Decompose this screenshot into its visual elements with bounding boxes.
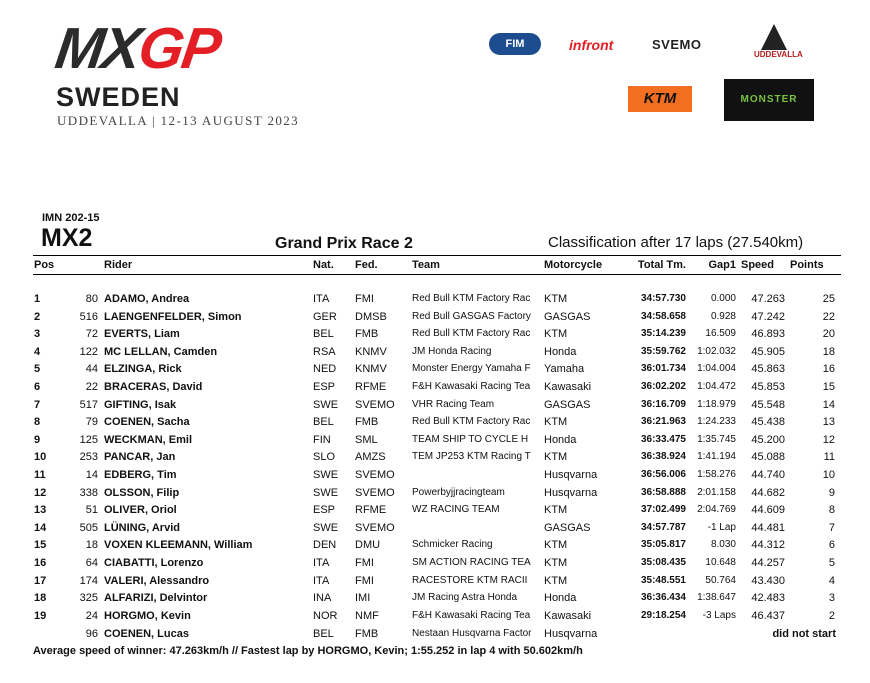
rider-motorcycle: KTM (544, 416, 568, 429)
monster-logo: MONSTER (724, 79, 814, 121)
rider-fed: KNMV (355, 345, 387, 358)
rider-fed: NMF (355, 609, 379, 622)
rider-name: PANCAR, Jan (104, 451, 176, 464)
total-time: 34:58.658 (640, 310, 686, 322)
svemo-logo: SVEMO (652, 37, 702, 52)
rider-nat: ITA (313, 557, 330, 569)
rider-team: VHR Racing Team (412, 398, 495, 410)
race-title: Grand Prix Race 2 (275, 235, 413, 252)
gap-to-leader: 1:18.979 (697, 398, 736, 410)
rider-name: COENEN, Lucas (104, 628, 189, 640)
rider-position: 10 (34, 451, 47, 464)
rider-number: 51 (85, 504, 98, 517)
points: 20 (822, 328, 835, 341)
rider-team: F&H Kawasaki Racing Tea (412, 381, 531, 392)
avg-speed: 44.682 (751, 486, 785, 499)
rider-fed: IMI (355, 592, 371, 605)
total-time: 35:48.551 (640, 574, 686, 586)
rider-position: 19 (34, 609, 47, 622)
rider-position: 9 (34, 433, 41, 446)
rider-team: Nestaan Husqvarna Factor (412, 628, 532, 639)
fim-logo: FIM (489, 33, 541, 55)
col-gap: Gap1 (708, 259, 736, 271)
total-time: 35:14.239 (640, 328, 686, 340)
rider-motorcycle: KTM (544, 557, 568, 569)
rider-position: 1 (34, 293, 41, 305)
rider-motorcycle: KTM (544, 293, 568, 305)
rider-motorcycle: Kawasaki (544, 609, 592, 622)
rider-nat: BEL (313, 628, 334, 640)
points: 11 (823, 451, 835, 464)
points: 15 (822, 381, 835, 393)
rider-team: Monster Energy Yamaha F (412, 363, 531, 375)
rider-fed: SVEMO (355, 521, 395, 534)
rider-fed: SVEMO (355, 398, 395, 411)
rider-position: 12 (34, 486, 47, 499)
gap-to-leader: 1:02.032 (697, 345, 736, 357)
rider-number: 22 (85, 381, 98, 393)
rider-number: 18 (85, 539, 98, 552)
rider-position: 8 (34, 416, 41, 429)
rider-fed: RFME (355, 381, 387, 393)
gap-to-leader: 1:41.194 (697, 451, 736, 463)
rider-number: 79 (85, 416, 98, 429)
gap-to-leader: 1:04.004 (697, 363, 736, 375)
rider-team: Red Bull KTM Factory Rac (412, 416, 531, 428)
rider-team: TEAM SHIP TO CYCLE H (412, 433, 529, 445)
rider-position: 15 (34, 539, 47, 552)
rider-number: 14 (85, 469, 98, 481)
rider-nat: GER (313, 310, 337, 323)
total-time: 29:18.254 (640, 609, 686, 621)
total-time: 34:57.730 (640, 293, 686, 304)
classification-info: Classification after 17 laps (27.540km) (548, 234, 804, 251)
total-time: 36:16.709 (640, 398, 686, 410)
rider-fed: AMZS (355, 451, 386, 464)
avg-speed: 42.483 (751, 592, 785, 605)
rider-nat: ITA (313, 574, 330, 587)
col-team: Team (412, 259, 440, 271)
gap-to-leader: 8.030 (710, 539, 736, 551)
rider-name: CIABATTI, Lorenzo (104, 557, 204, 569)
rider-motorcycle: GASGAS (544, 398, 591, 411)
rider-number: 44 (85, 363, 98, 376)
imn-code: IMN 202-15 (42, 212, 100, 224)
total-time: 35:59.762 (640, 345, 686, 357)
avg-speed: 47.242 (751, 310, 785, 323)
points: 9 (828, 486, 835, 499)
rider-position: 11 (34, 469, 46, 481)
rider-number: 516 (79, 310, 98, 323)
rider-fed: FMI (355, 574, 374, 587)
rider-motorcycle: KTM (544, 539, 568, 552)
points: 25 (822, 293, 835, 305)
rider-number: 505 (79, 521, 98, 534)
points: 13 (822, 416, 835, 429)
rider-team: TEM JP253 KTM Racing T (412, 451, 531, 463)
rider-fed: DMU (355, 539, 381, 552)
rider-number: 517 (79, 398, 98, 411)
gap-to-leader: -3 Laps (702, 609, 736, 621)
rider-position: 18 (34, 592, 47, 605)
rider-team: JM Racing Astra Honda (412, 592, 518, 604)
rider-number: 253 (79, 451, 98, 464)
total-time: 34:57.787 (640, 521, 686, 533)
points: 10 (822, 469, 835, 481)
rider-number: 325 (79, 592, 98, 605)
rider-position: 5 (34, 363, 41, 376)
rider-team: F&H Kawasaki Racing Tea (412, 609, 531, 621)
rider-fed: FMB (355, 328, 379, 341)
rider-name: ADAMO, Andrea (104, 293, 190, 305)
rider-motorcycle: Husqvarna (544, 469, 598, 481)
rider-team: Schmicker Racing (412, 539, 493, 551)
rider-name: MC LELLAN, Camden (104, 345, 218, 358)
avg-speed: 45.088 (751, 451, 785, 464)
rider-nat: SWE (313, 486, 339, 499)
rider-nat: ESP (313, 504, 336, 517)
avg-speed: 44.481 (751, 521, 785, 534)
rider-motorcycle: KTM (544, 504, 568, 517)
rider-number: 96 (85, 628, 98, 640)
rider-nat: ITA (313, 293, 330, 305)
rider-number: 338 (79, 486, 98, 499)
rider-nat: FIN (313, 433, 331, 446)
rider-nat: ESP (313, 381, 336, 393)
event-venue-date: UDDEVALLA | 12-13 AUGUST 2023 (57, 113, 300, 128)
rider-team: SM ACTION RACING TEA (412, 557, 531, 568)
rider-name: ALFARIZI, Delvintor (104, 592, 208, 605)
rider-name: WECKMAN, Emil (104, 433, 192, 446)
rider-nat: NOR (313, 609, 338, 622)
rider-nat: BEL (313, 416, 334, 429)
rider-number: 174 (79, 574, 98, 587)
points: 8 (828, 504, 835, 517)
rider-fed: SVEMO (355, 469, 395, 481)
gap-to-leader: 2:01.158 (697, 486, 736, 498)
rider-motorcycle: Honda (544, 345, 577, 358)
points: 2 (828, 609, 835, 622)
rider-position: 16 (34, 557, 47, 569)
col-nat: Nat. (313, 259, 334, 271)
points: 16 (822, 363, 835, 376)
rider-fed: KNMV (355, 363, 387, 376)
mxgp-logo: MXGP (51, 16, 224, 81)
rider-position: 17 (34, 574, 47, 587)
rider-position: 14 (34, 521, 47, 534)
event-country: SWEDEN (56, 82, 181, 112)
rider-team: Red Bull GASGAS Factory (412, 310, 531, 322)
avg-speed: 46.437 (751, 609, 785, 622)
rider-team: Red Bull KTM Factory Rac (412, 328, 531, 340)
points: 14 (822, 398, 835, 411)
rider-team: WZ RACING TEAM (412, 504, 500, 516)
col-speed: Speed (741, 259, 775, 271)
avg-speed: 45.863 (751, 363, 785, 376)
rider-fed: SML (355, 433, 378, 446)
gap-to-leader: 1:04.472 (697, 381, 736, 392)
rider-motorcycle: Honda (544, 592, 577, 605)
avg-speed: 44.312 (751, 539, 785, 552)
rider-name: OLSSON, Filip (104, 486, 180, 499)
rider-motorcycle: GASGAS (544, 521, 591, 534)
avg-speed: 47.263 (751, 293, 785, 305)
avg-speed: 46.893 (751, 328, 785, 341)
rider-nat: DEN (313, 539, 337, 552)
rider-nat: RSA (313, 345, 336, 358)
rider-nat: INA (313, 592, 332, 605)
rider-number: 24 (85, 609, 98, 622)
rider-fed: FMB (355, 416, 379, 429)
rider-name: ELZINGA, Rick (104, 363, 182, 376)
gap-to-leader: 1:58.276 (697, 469, 736, 480)
rider-position: 4 (34, 345, 41, 358)
uddevalla-logo (754, 24, 803, 64)
col-pos: Pos (34, 259, 55, 271)
gap-to-leader: 1:24.233 (697, 416, 736, 428)
rider-team: JM Honda Racing (412, 345, 492, 357)
rider-name: LÜNING, Arvid (104, 521, 180, 534)
avg-speed: 45.548 (751, 398, 785, 411)
avg-speed: 43.430 (751, 574, 785, 587)
total-time: 37:02.499 (640, 504, 686, 516)
points: 7 (828, 521, 835, 534)
avg-speed: 44.257 (751, 557, 785, 569)
rider-motorcycle: KTM (544, 328, 568, 341)
rider-team: RACESTORE KTM RACII (412, 574, 528, 586)
avg-speed: 45.853 (751, 381, 785, 393)
col-points: Points (790, 259, 824, 271)
rider-team: Powerbyjjracingteam (412, 486, 505, 498)
rider-number: 125 (79, 433, 98, 446)
rider-nat: SWE (313, 521, 339, 534)
class-title: MX2 (41, 224, 93, 252)
rider-name: LAENGENFELDER, Simon (104, 310, 242, 323)
gap-to-leader: 1:38.647 (697, 592, 736, 604)
rider-motorcycle: Kawasaki (544, 381, 592, 393)
gap-to-leader: 2:04.769 (697, 504, 736, 516)
rider-team: Red Bull KTM Factory Rac (412, 293, 531, 304)
total-time: 36:33.475 (640, 433, 686, 445)
gap-to-leader: 0.000 (710, 293, 736, 304)
total-time: 36:01.734 (640, 363, 686, 375)
rider-nat: NED (313, 363, 337, 376)
rider-number: 64 (85, 557, 98, 569)
gap-to-leader: -1 Lap (707, 521, 736, 533)
rider-fed: FMI (355, 557, 374, 569)
race-footer-summary: Average speed of winner: 47.263km/h // Fastest lap by HORGMO, Kevin; 1:55.252 in lap 4 with 50.602km/h (33, 645, 583, 657)
rider-fed: SVEMO (355, 486, 395, 499)
total-time: 36:38.924 (640, 451, 686, 463)
uddevalla-emblem-icon (761, 24, 787, 50)
rider-name: VOXEN KLEEMANN, William (104, 539, 253, 552)
rider-motorcycle: KTM (544, 574, 568, 587)
dns-status: did not start (772, 628, 836, 640)
rider-number: 122 (79, 345, 98, 358)
rider-name: OLIVER, Oriol (104, 504, 177, 517)
col-motorcycle: Motorcycle (544, 259, 603, 271)
rider-number: 72 (85, 328, 98, 341)
avg-speed: 45.438 (751, 416, 785, 429)
rider-fed: RFME (355, 504, 387, 517)
rider-name: COENEN, Sacha (104, 416, 190, 429)
rider-nat: BEL (313, 328, 334, 341)
rider-fed: DMSB (355, 310, 387, 323)
rider-motorcycle: Husqvarna (544, 486, 598, 499)
rider-name: HORGMO, Kevin (104, 609, 191, 622)
rider-fed: FMB (355, 628, 379, 640)
rider-nat: SWE (313, 398, 339, 411)
gap-to-leader: 10.648 (705, 557, 736, 568)
rider-motorcycle: GASGAS (544, 310, 591, 323)
col-total-time: Total Tm. (637, 259, 686, 271)
gap-to-leader: 0.928 (710, 310, 736, 322)
col-rider: Rider (104, 259, 133, 271)
points: 5 (828, 557, 835, 569)
avg-speed: 45.200 (751, 433, 785, 446)
avg-speed: 44.740 (751, 469, 785, 481)
total-time: 36:21.963 (640, 416, 686, 428)
rider-motorcycle: Husqvarna (544, 628, 598, 640)
uddevalla-logo-text: UDDEVALLA (754, 50, 803, 59)
total-time: 36:02.202 (640, 381, 686, 392)
rider-position: 13 (34, 504, 47, 517)
infront-logo: infront (569, 37, 614, 53)
points: 6 (828, 539, 835, 552)
rider-position: 2 (34, 310, 41, 323)
rider-number: 80 (85, 293, 98, 305)
total-time: 36:36.434 (640, 592, 686, 604)
points: 18 (822, 345, 835, 358)
points: 22 (822, 310, 835, 323)
rider-motorcycle: KTM (544, 451, 568, 464)
gap-to-leader: 50.764 (705, 574, 736, 586)
total-time: 36:58.888 (640, 486, 686, 498)
rider-motorcycle: Yamaha (544, 363, 585, 376)
rider-name: VALERI, Alessandro (104, 574, 210, 587)
rider-name: EVERTS, Liam (104, 328, 180, 341)
rider-motorcycle: Honda (544, 433, 577, 446)
rider-name: GIFTING, Isak (104, 398, 177, 411)
points: 4 (828, 574, 835, 587)
rider-name: EDBERG, Tim (104, 469, 177, 481)
rider-position: 3 (34, 328, 41, 341)
total-time: 35:05.817 (640, 539, 686, 551)
gap-to-leader: 16.509 (705, 328, 736, 340)
ktm-logo: KTM (628, 86, 692, 112)
rider-nat: SWE (313, 469, 339, 481)
rider-fed: FMI (355, 293, 374, 305)
avg-speed: 44.609 (751, 504, 785, 517)
rider-position: 7 (34, 398, 41, 411)
points: 3 (828, 592, 835, 605)
total-time: 35:08.435 (640, 557, 686, 568)
avg-speed: 45.905 (751, 345, 785, 358)
rider-name: BRACERAS, David (104, 381, 203, 393)
rider-position: 6 (34, 381, 41, 393)
rider-nat: SLO (313, 451, 336, 464)
total-time: 36:56.006 (640, 469, 686, 480)
col-fed: Fed. (355, 259, 378, 271)
header-rule-bottom (33, 274, 841, 275)
points: 12 (822, 433, 835, 446)
gap-to-leader: 1:35.745 (697, 433, 736, 445)
